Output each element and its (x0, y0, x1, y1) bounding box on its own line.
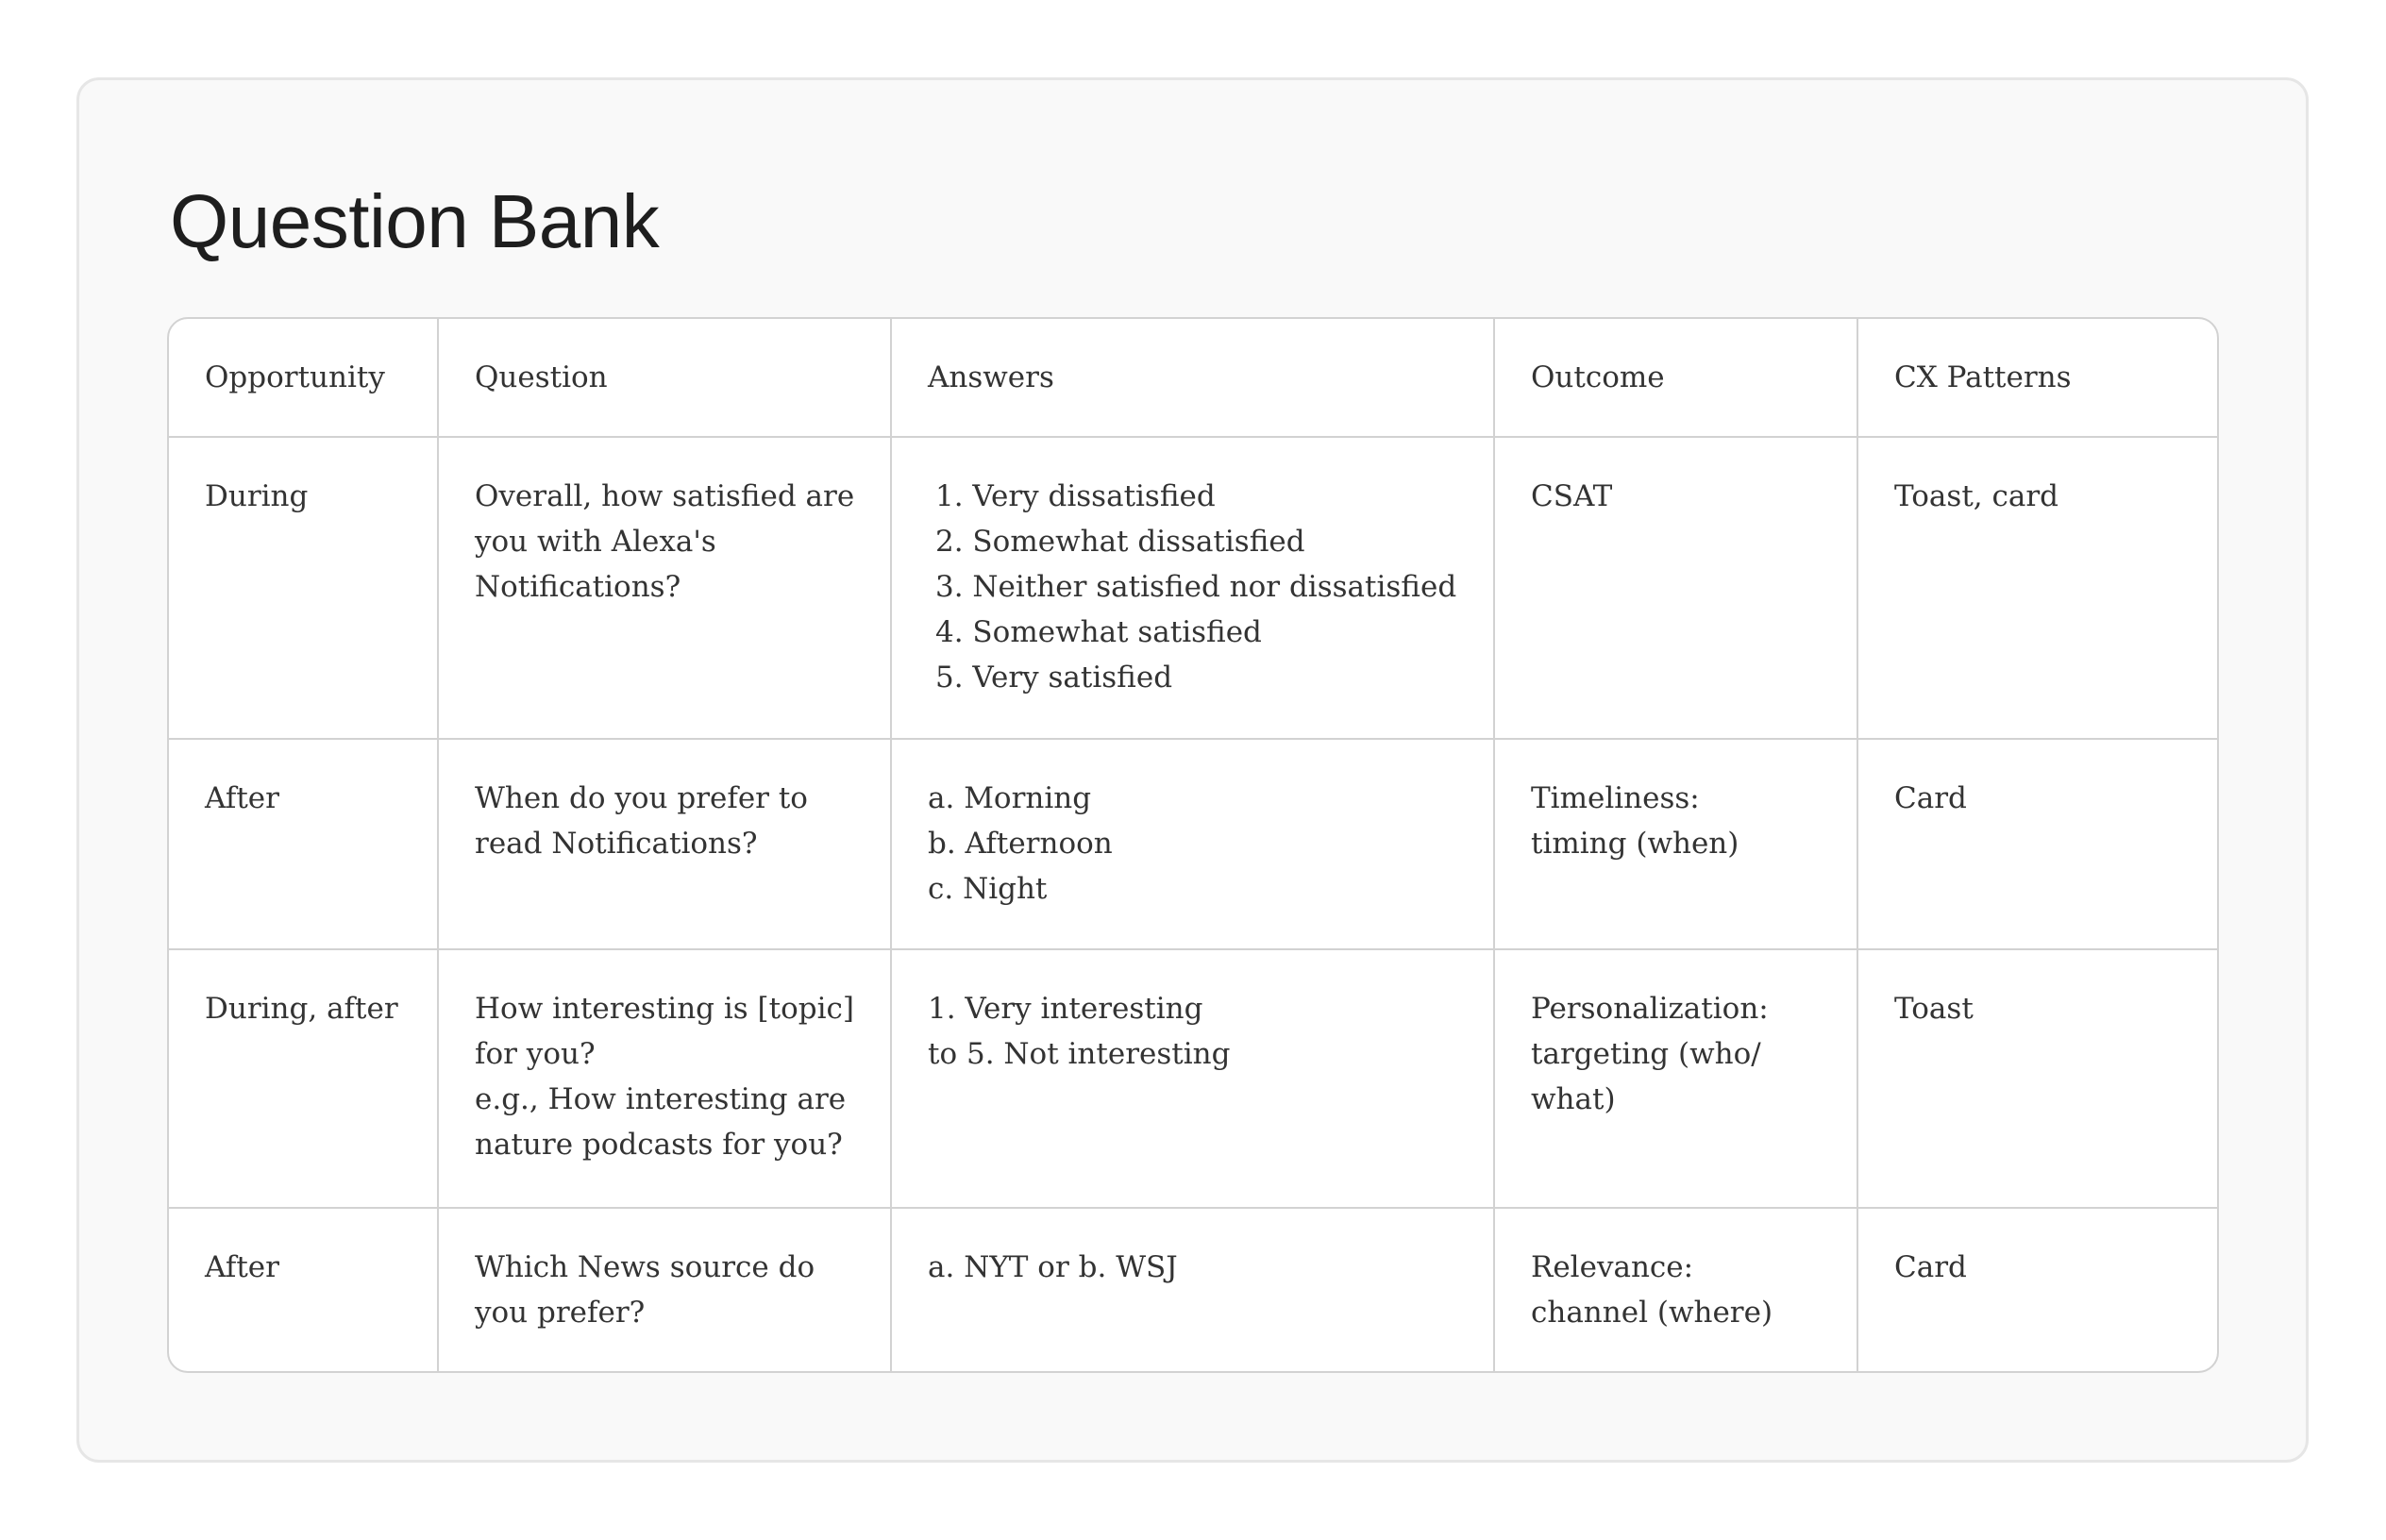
outcome-line: timing (when) (1531, 826, 1739, 861)
outcome-line: Timeliness: (1531, 780, 1700, 815)
table-row (169, 437, 2217, 739)
question-line: for you? (475, 1036, 596, 1071)
cell-cx-patterns: Toast, card (1857, 437, 2217, 739)
answer-option: 4. Somewhat satisfied (935, 615, 1262, 649)
table-row (169, 949, 2217, 1208)
answer-option: b. Afternoon (928, 826, 1113, 861)
answer-option: 1. Very interesting (928, 991, 1203, 1026)
cell-opportunity: During, after (169, 949, 438, 1208)
question-line: nature podcasts for you? (475, 1127, 843, 1162)
cell-outcome (1494, 739, 1857, 949)
header-cx-patterns: CX Patterns (1857, 319, 2217, 437)
answer-option: 2. Somewhat dissatisfied (935, 525, 1305, 559)
cell-outcome (1494, 949, 1857, 1208)
cell-answers (891, 949, 1494, 1208)
answer-option: c. Night (928, 871, 1048, 906)
cell-opportunity: During (169, 437, 438, 739)
question-line: Overall, how satisfied are (475, 479, 855, 513)
table-header-row (169, 319, 2217, 437)
answer-option: 1. Very dissatisfied (935, 479, 1216, 513)
answer-option: 3. Neither satisfied nor dissatisfied (935, 570, 1457, 604)
question-bank-card (76, 77, 2309, 1463)
header-outcome: Outcome (1494, 319, 1857, 437)
answer-option: a. NYT or b. WSJ (928, 1250, 1178, 1285)
cell-answers (891, 1208, 1494, 1371)
answer-option: 5. Very satisfied (935, 661, 1173, 695)
cell-answers (891, 739, 1494, 949)
outcome-line: CSAT (1531, 479, 1613, 513)
cell-outcome (1494, 1208, 1857, 1371)
cell-opportunity: After (169, 739, 438, 949)
question-line: When do you prefer to (475, 780, 808, 815)
cell-question (438, 437, 891, 739)
header-opportunity: Opportunity (169, 319, 438, 437)
header-question: Question (438, 319, 891, 437)
outcome-line: what) (1531, 1081, 1616, 1116)
table-row (169, 1208, 2217, 1371)
cell-question (438, 739, 891, 949)
outcome-line: Relevance: (1531, 1250, 1694, 1285)
outcome-line: channel (where) (1531, 1296, 1773, 1331)
question-line: e.g., How interesting are (475, 1081, 847, 1116)
cell-opportunity: After (169, 1208, 438, 1371)
table-row (169, 739, 2217, 949)
question-line: you with Alexa's (475, 525, 716, 559)
answer-option: a. Morning (928, 780, 1092, 815)
cell-cx-patterns: Toast (1857, 949, 2217, 1208)
cell-outcome (1494, 437, 1857, 739)
question-line: How interesting is [topic] (475, 991, 854, 1026)
cell-answers (891, 437, 1494, 739)
cell-cx-patterns: Card (1894, 1250, 1967, 1285)
question-line: read Notifications? (475, 826, 758, 861)
cell-question (438, 1208, 891, 1371)
outcome-line: targeting (who/ (1531, 1036, 1761, 1071)
outcome-line: Personalization: (1531, 991, 1769, 1026)
cell-cx-patterns: Card (1857, 739, 2217, 949)
question-bank-table (169, 319, 2217, 1371)
question-bank-table-container (167, 317, 2219, 1373)
page-title: Question Bank (170, 179, 660, 263)
question-line: you prefer? (475, 1296, 646, 1331)
answer-option: to 5. Not interesting (928, 1036, 1231, 1071)
question-line: Notifications? (475, 570, 681, 604)
answers-list (928, 474, 1465, 700)
cell-question (438, 949, 891, 1208)
header-answers: Answers (891, 319, 1494, 437)
question-line: Which News source do (475, 1250, 815, 1285)
